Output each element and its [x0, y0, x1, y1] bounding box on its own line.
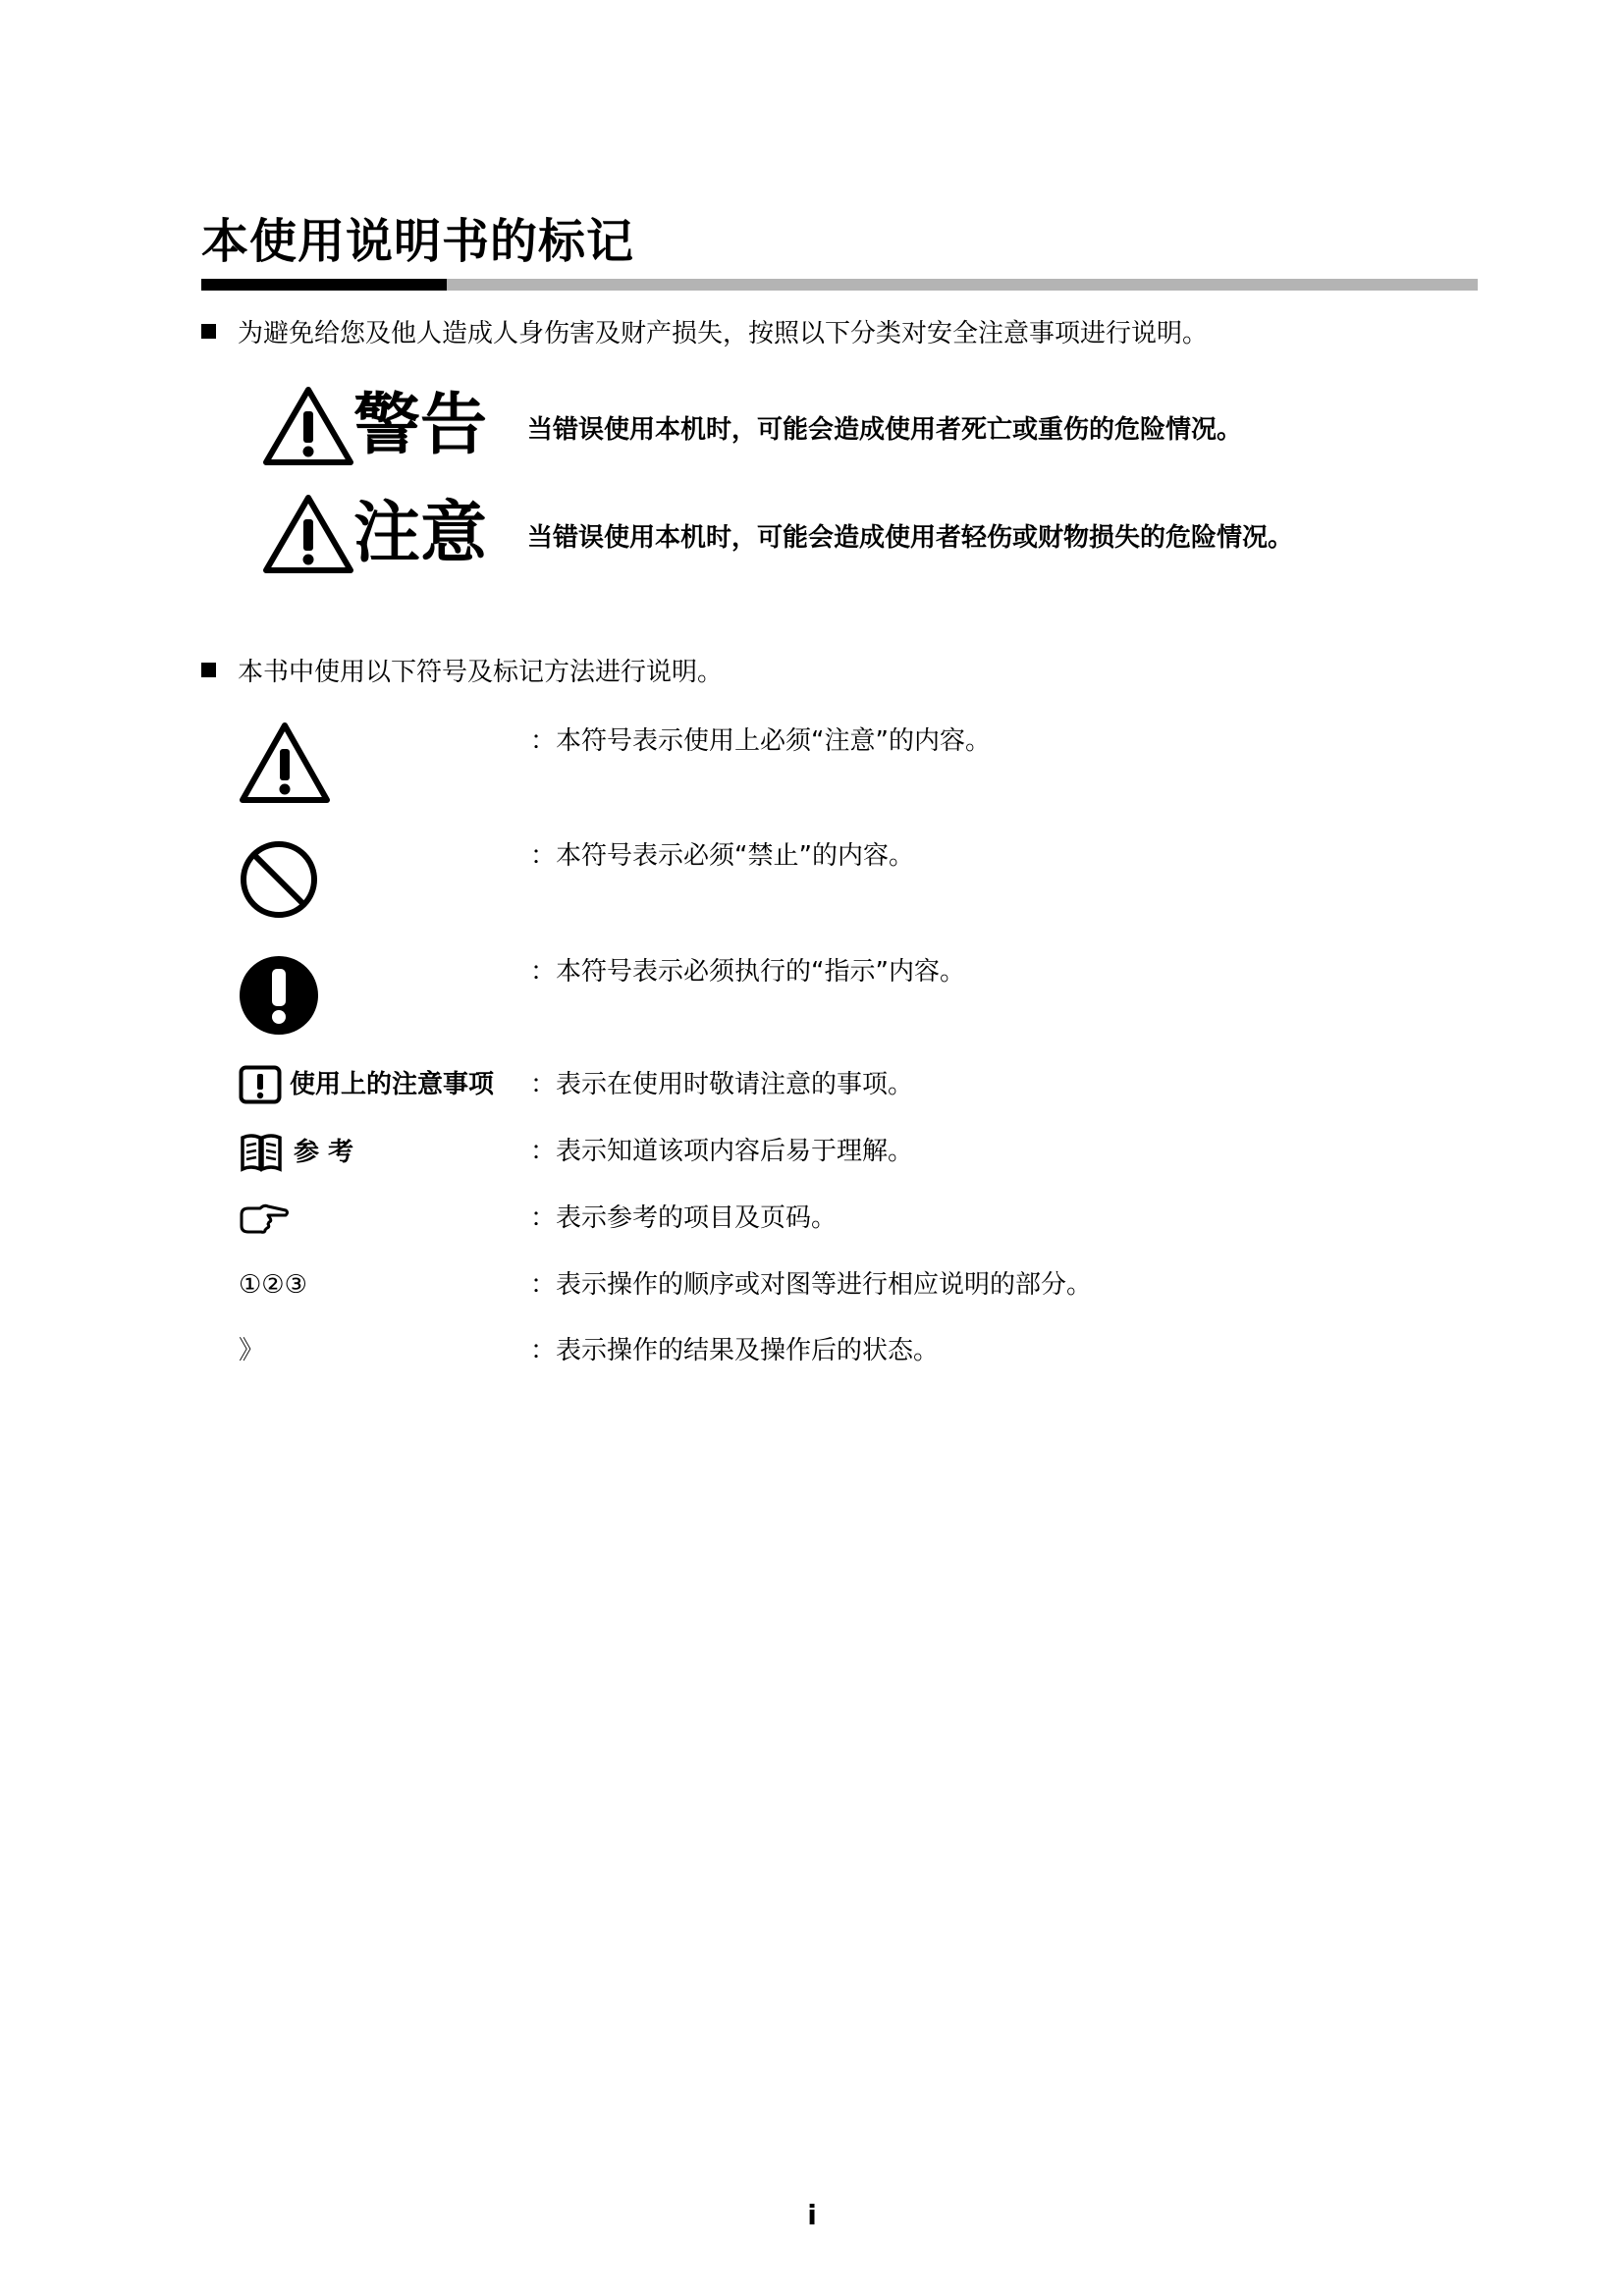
bullet-square-icon — [201, 663, 216, 677]
mark-desc-reference: ：表示知道该项内容后易于理解。 — [530, 1137, 914, 1166]
mark-desc-steps: ：表示操作的顺序或对图等进行相应说明的部分。 — [530, 1270, 1093, 1300]
book-icon — [239, 1132, 284, 1173]
title-rule-light — [447, 279, 1478, 291]
mark-desc-notes: ：表示在使用时敬请注意的事项。 — [530, 1070, 914, 1099]
mark-desc-result: ：表示操作的结果及操作后的状态。 — [530, 1336, 940, 1365]
caution-triangle-icon — [239, 721, 331, 804]
mark-notes-label: 使用上的注意事项 — [239, 1065, 494, 1104]
symbol-desc-mandatory: ：本符号表示必须执行的“指示”内容。 — [530, 957, 965, 987]
mark-reference-label: 参 考 — [239, 1132, 353, 1173]
exclamation-box-icon — [239, 1065, 282, 1104]
prohibition-icon — [239, 839, 319, 920]
mark-result-arrow: 》 — [239, 1336, 265, 1365]
bullet-square-icon — [201, 324, 216, 339]
intro-paragraph-1: 为避免给您及他人造成人身伤害及财产损失，按照以下分类对安全注意事项进行说明。 — [201, 314, 1208, 353]
intro-paragraph-2: 本书中使用以下符号及标记方法进行说明。 — [201, 653, 723, 692]
signal-word-warning: 警告 — [353, 387, 488, 464]
symbol-desc-caution: ：本符号表示使用上必须“注意”的内容。 — [530, 726, 991, 756]
pointing-hand-icon — [239, 1202, 290, 1234]
mandatory-action-icon — [239, 955, 319, 1036]
signal-desc-caution: 当错误使用本机时，可能会造成使用者轻伤或财物损失的危险情况。 — [527, 523, 1294, 553]
page-number: i — [807, 2199, 817, 2231]
title-rule-dark — [201, 279, 447, 291]
signal-desc-warning: 当错误使用本机时，可能会造成使用者死亡或重伤的危险情况。 — [527, 415, 1243, 445]
mark-desc-cross-reference: ：表示参考的项目及页码。 — [530, 1203, 838, 1233]
signal-word-caution: 注意 — [353, 495, 488, 572]
page-title: 本使用说明书的标记 — [201, 214, 635, 269]
symbol-desc-prohibition: ：本符号表示必须“禁止”的内容。 — [530, 841, 914, 871]
caution-signal-triangle-icon — [263, 494, 353, 574]
mark-step-numbers: ①②③ — [239, 1270, 307, 1300]
warning-triangle-icon — [263, 386, 353, 466]
